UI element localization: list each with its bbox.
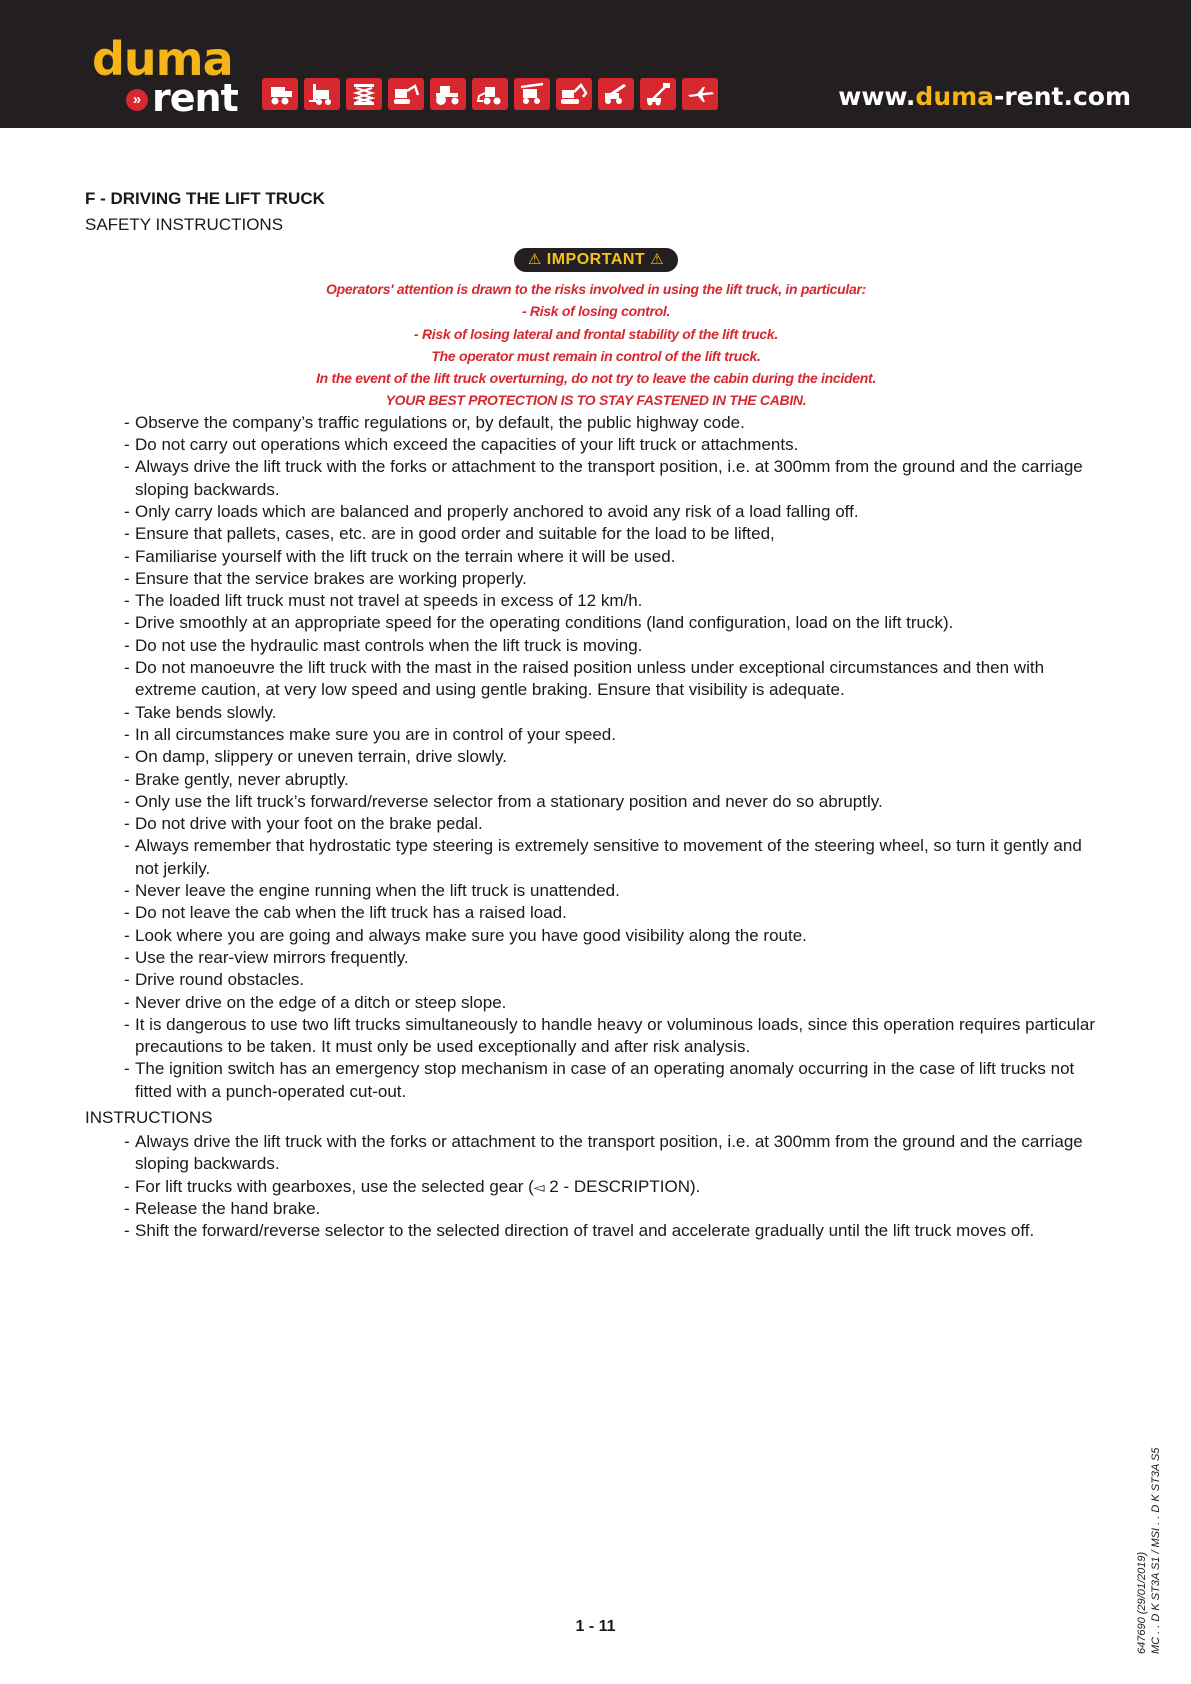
forklift-icon [304,78,340,110]
important-badge [514,248,678,272]
page-header [0,0,1191,128]
list-item: - Never drive on the edge of a ditch or steep slope. [124,992,1107,1014]
list-item: - Familiarise yourself with the lift truck on the terrain where it will be used. [124,546,1107,568]
list-item: - Do not use the hydraulic mast controls when the lift truck is moving. [124,635,1107,657]
page-content [85,186,1107,1242]
document-reference-line: 647690 (29/01/2019) [1136,1551,1148,1654]
logo-chevron-icon: » [126,89,148,111]
scissor-lift-icon [346,78,382,110]
list-item: - Ensure that the service brakes are working properly. [124,568,1107,590]
list-item: - Drive smoothly at an appropriate speed for the operating conditions (land configuration, load on the lift truck). [124,612,1107,634]
logo-rent-text: rent [152,76,238,120]
warning-line: In the event of the lift truck overturning, do not try to leave the cabin during the incident. [316,370,876,387]
tractor-icon [430,78,466,110]
website-accent: duma [915,82,995,111]
crane-truck-icon [514,78,550,110]
list-item: - The loaded lift truck must not travel at speeds in excess of 12 km/h. [124,590,1107,612]
website-link[interactable] [838,82,1131,112]
warning-line: - Risk of losing lateral and frontal stability of the lift truck. [414,325,778,342]
excavator-icon [556,78,592,110]
website-prefix: www. [838,82,916,111]
list-item: - Do not manoeuvre the lift truck with the mast in the raised position unless under exceptional circumstances and then with extreme caution, at very low speed and using gentle braking. Ensure that visibility is adequate. [124,657,1107,702]
list-item: - Release the hand brake. [124,1198,1107,1220]
list-item: - Always drive the lift truck with the forks or attachment to the transport position, i.e. at 300mm from the ground and the carriage sloping backwards. [124,1131,1107,1176]
warning-line: - Risk of losing control. [521,303,671,320]
list-item: - Always drive the lift truck with the forks or attachment to the transport position, i.e. at 300mm from the ground and the carriage sloping backwards. [124,456,1107,501]
warning-triangle-icon: ⚠ [527,251,542,268]
list-item: - Always remember that hydrostatic type steering is extremely sensitive to movement of the steering wheel, so turn it gently and not jerkily. [124,835,1107,880]
list-item: - Look where you are going and always make sure you have good visibility along the route. [124,925,1107,947]
list-item: - Only carry loads which are balanced and properly anchored to avoid any risk of a load falling off. [124,501,1107,523]
list-item: - Take bends slowly. [124,702,1107,724]
list-item: - In all circumstances make sure you are in control of your speed. [124,724,1107,746]
instructions-list [85,1131,1107,1242]
duma-rent-logo[interactable] [92,32,242,120]
skid-steer-icon [262,78,298,110]
list-item: - Only use the lift truck’s forward/reverse selector from a stationary position and never do so abruptly. [124,791,1107,813]
instructions-heading: INSTRUCTIONS [85,1107,213,1127]
list-item: - Brake gently, never abruptly. [124,769,1107,791]
list-item: - Drive round obstacles. [124,969,1107,991]
telehandler-icon [598,78,634,110]
loader-icon [472,78,508,110]
website-suffix: -rent.com [994,82,1131,111]
document-reference-line: MC . . D K ST3A S1 / MSI . . D K ST3A S5 [1150,1447,1162,1654]
list-item: - Ensure that pallets, cases, etc. are in good order and suitable for the load to be lifted, [124,523,1107,545]
mini-excavator-icon [388,78,424,110]
safety-instructions-heading: SAFETY INSTRUCTIONS [85,215,284,234]
list-item: - Never leave the engine running when the lift truck is unattended. [124,880,1107,902]
list-item: - Use the rear-view mirrors frequently. [124,947,1107,969]
page-number: 1 - 11 [575,1618,616,1635]
list-item: - Do not leave the cab when the lift truck has a raised load. [124,902,1107,924]
list-item: - On damp, slippery or uneven terrain, drive slowly. [124,746,1107,768]
machine-icons-strip [262,78,718,110]
important-label: IMPORTANT [546,251,646,268]
aircraft-icon [682,78,718,110]
list-item: - The ignition switch has an emergency stop mechanism in case of an operating anomaly occurring in the case of lift trucks not fitted with a punch-operated cut-out. [124,1058,1107,1103]
list-item: - Do not drive with your foot on the brake pedal. [124,813,1107,835]
boom-lift-icon [640,78,676,110]
list-item: - Shift the forward/reverse selector to the selected direction of travel and accelerate gradually until the lift truck moves off. [124,1220,1107,1242]
gear-item-text: For lift trucks with gearboxes, use the selected gear ( [135,1176,534,1196]
warning-line: Operators' attention is drawn to the risks involved in using the lift truck, in particular: [325,281,866,297]
logo-duma-text: duma [92,32,233,86]
list-item: - It is dangerous to use two lift trucks simultaneously to handle heavy or voluminous loads, since this operation requires particular precautions to be taken. It must only be used exceptionally and after risk analysis. [124,1014,1107,1059]
list-item: - Observe the company’s traffic regulations or, by default, the public highway code. [124,412,1107,434]
safety-instructions-list [85,412,1107,1103]
warning-line: The operator must remain in control of the lift truck. [431,347,761,364]
list-item [124,1176,1107,1198]
list-item: - Do not carry out operations which exceed the capacities of your lift truck or attachments. [124,434,1107,456]
section-title: F - DRIVING THE LIFT TRUCK [85,189,325,208]
page-reference-icon: ◅ [533,1178,545,1195]
warning-line: YOUR BEST PROTECTION IS TO STAY FASTENED IN THE CABIN. [385,392,807,409]
warning-triangle-icon: ⚠ [650,251,665,268]
document-reference [1135,1448,1163,1654]
important-banner [85,248,1107,274]
warning-block [85,278,1107,412]
gear-item-reference: 2 - DESCRIPTION). [549,1176,701,1196]
